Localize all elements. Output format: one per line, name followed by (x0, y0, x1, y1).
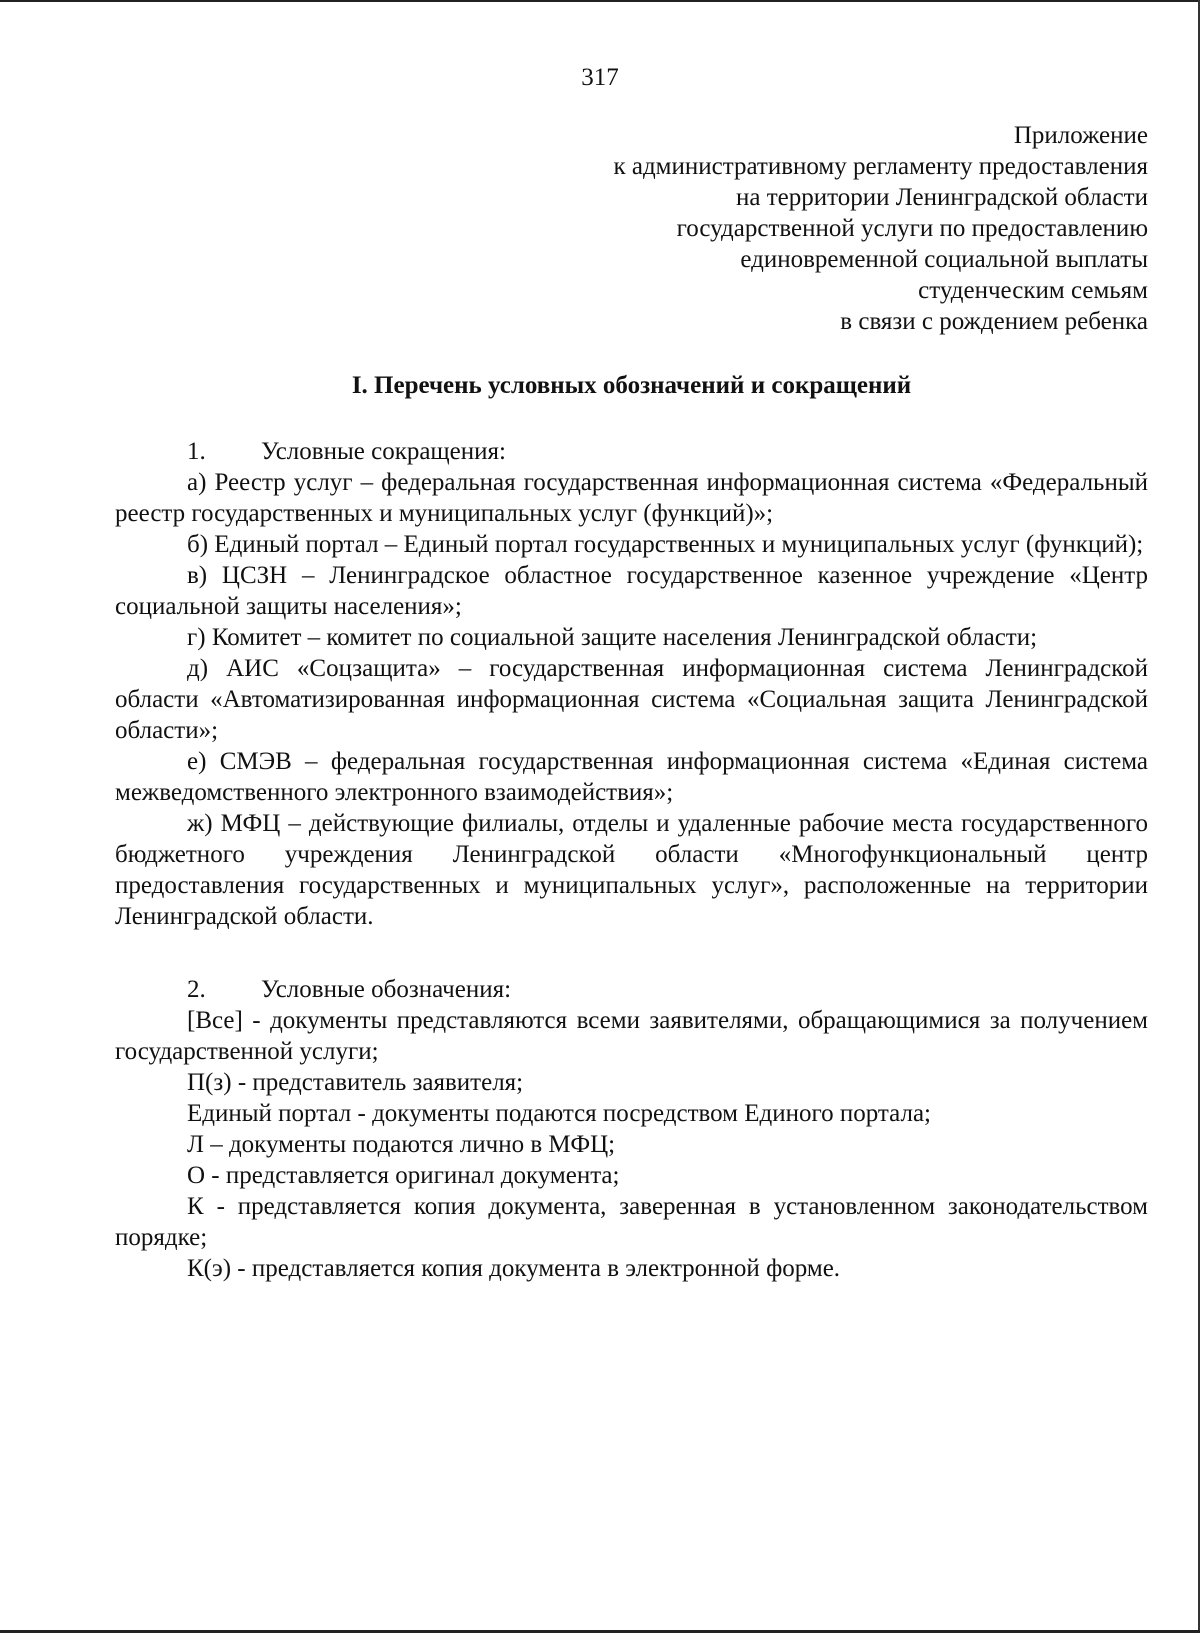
appendix-line: студенческим семьям (918, 277, 1148, 304)
abbreviation-item: д) АИС «Соцзащита» – государственная информационная система Ленинградской области «Автоматизированная информационная система «Социальная защита Ленинградской области»; (115, 655, 1148, 744)
abbreviation-item: е) СМЭВ – федеральная государственная информационная система «Единая система межведомственного электронного взаимодействия»; (115, 748, 1148, 806)
symbol-item: К - представляется копия документа, заверенная в установленном законодательством порядке; (115, 1193, 1148, 1251)
abbreviation-item: б) Единый портал – Единый портал государственных и муниципальных услуг (функций); (187, 531, 1144, 558)
section-gap (115, 932, 1148, 974)
symbol-item: Л – документы подаются лично в МФЦ; (187, 1131, 616, 1158)
abbreviations-title: Условные сокращения: (261, 438, 506, 465)
symbol-item: [Все] - документы представляются всеми заявителями, обращающимися за получением государственной услуги; (115, 1007, 1148, 1065)
appendix-line: государственной услуги по предоставлению (676, 215, 1148, 242)
abbreviation-item: в) ЦСЗН – Ленинградское областное государственное казенное учреждение «Центр социальной защиты населения»; (115, 562, 1148, 620)
abbreviation-item: а) Реестр услуг – федеральная государственная информационная система «Федеральный реестр государственных и муниципальных услуг (функций)»; (115, 469, 1148, 527)
symbol-item: Единый портал - документы подаются посредством Единого портала; (187, 1100, 931, 1127)
symbol-item: О - представляется оригинал документа; (187, 1162, 620, 1189)
symbols-title: Условные обозначения: (261, 976, 512, 1003)
symbols-heading (115, 974, 1148, 1005)
document-body (115, 436, 1148, 1284)
appendix-line: единовременной социальной выплаты (740, 246, 1148, 273)
abbreviation-item: г) Комитет – комитет по социальной защите населения Ленинградской области; (187, 624, 1038, 651)
symbol-item: К(э) - представляется копия документа в электронной форме. (187, 1255, 841, 1282)
page-number: 317 (581, 64, 619, 91)
abbreviation-item: ж) МФЦ – действующие филиалы, отделы и удаленные рабочие места государственного бюджетного учреждения Ленинградской области «Многофункциональный центр предоставления государственных и муниципальных услуг», расположенные на территории Ленинградской области. (115, 810, 1148, 930)
abbreviations-number: 1. (187, 438, 206, 465)
appendix-header (468, 120, 1148, 337)
appendix-line: в связи с рождением ребенка (840, 308, 1148, 335)
symbols-number: 2. (187, 976, 206, 1003)
appendix-line: Приложение (1013, 122, 1148, 149)
symbol-item: П(з) - представитель заявителя; (187, 1069, 524, 1096)
appendix-line: к административному регламенту предоставления (613, 153, 1148, 180)
scan-edge-top (0, 0, 1200, 2)
section-title: I. Перечень условных обозначений и сокращений (351, 372, 912, 399)
appendix-line: на территории Ленинградской области (736, 184, 1148, 211)
abbreviations-heading (115, 436, 1148, 467)
